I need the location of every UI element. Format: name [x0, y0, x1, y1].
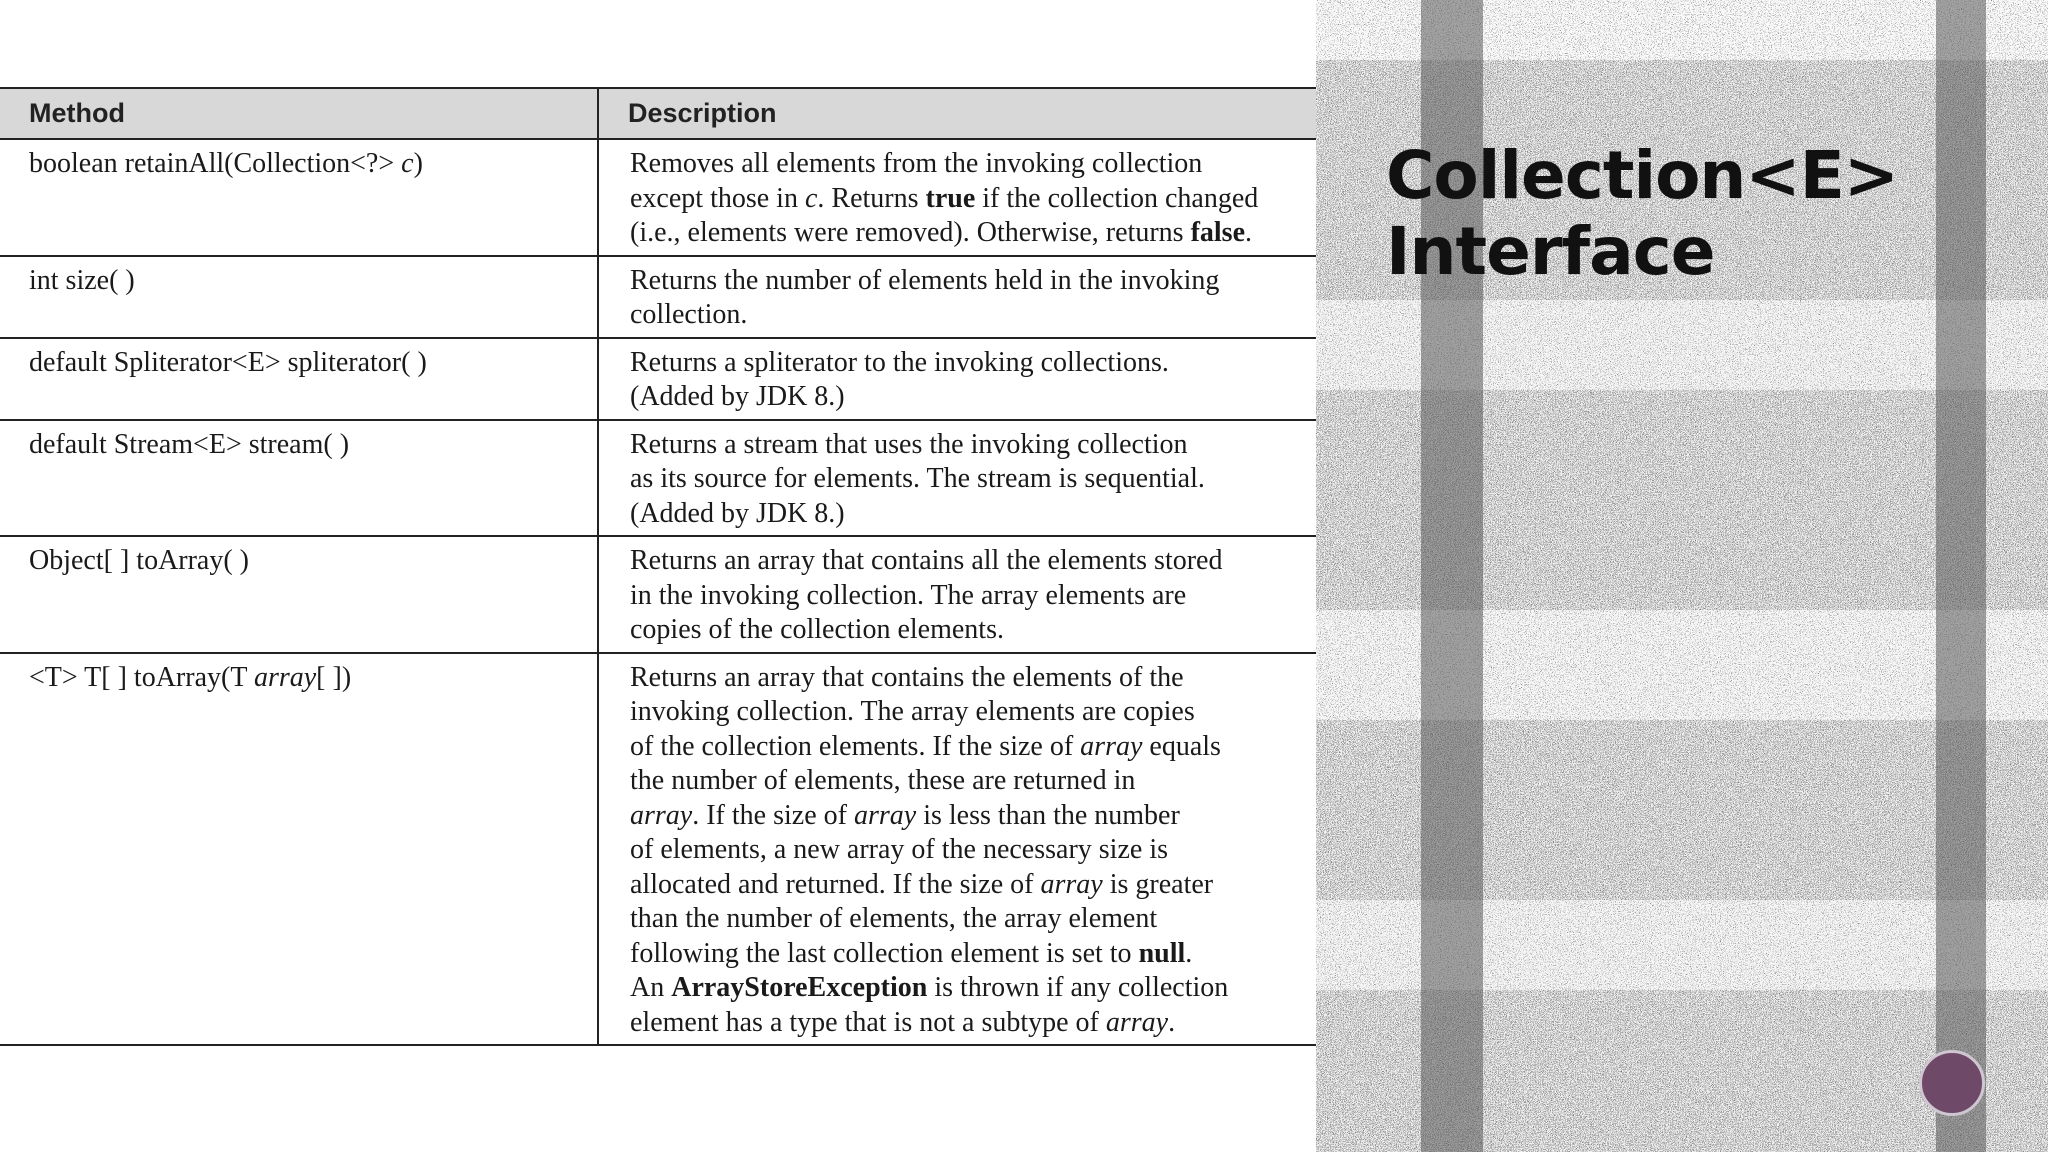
description-line [630, 497, 1322, 532]
method-signature [0, 338, 598, 420]
method-signature [0, 653, 598, 1046]
description-text: Returns an array that contains all the elements stored [630, 545, 1223, 576]
description-text: Returns an array that contains the elements of the [630, 661, 1184, 693]
description-line [630, 799, 1322, 834]
description-line [630, 902, 1322, 937]
description-text: is thrown if any collection [927, 972, 1229, 1003]
table-row [0, 256, 1341, 338]
method-text: default Spliterator<E> spliterator( ) [29, 346, 427, 378]
method-text: default Stream<E> stream( ) [29, 428, 350, 460]
method-description [598, 653, 1341, 1046]
description-line [630, 544, 1322, 579]
description-text: . [1168, 1006, 1176, 1038]
description-line [630, 428, 1322, 463]
method-description [598, 338, 1341, 420]
description-line [630, 730, 1322, 765]
description-text: Returns a stream that uses the invoking collection [630, 428, 1188, 460]
table-row [0, 139, 1341, 256]
description-text: ArrayStoreException [671, 972, 928, 1003]
description-text: than the number of elements, the array element [630, 903, 1158, 934]
method-text: c [401, 148, 414, 179]
description-line [630, 661, 1322, 696]
description-text: false [1190, 217, 1245, 248]
method-signature [0, 139, 598, 256]
description-text: null [1138, 937, 1186, 969]
method-text: Object[ ] toArray( ) [29, 545, 250, 576]
table-row [0, 338, 1341, 420]
method-text: array [253, 661, 317, 693]
description-text: following the last collection element is set to [630, 937, 1139, 969]
description-text: copies of the collection elements. [630, 614, 1004, 645]
description-text: array [630, 799, 693, 831]
slide-nav-button[interactable] [1919, 1050, 1985, 1116]
description-line [630, 971, 1322, 1006]
table-header-row [0, 88, 1341, 139]
description-text: is greater [1102, 868, 1214, 900]
description-line [630, 346, 1322, 381]
method-description [598, 536, 1341, 653]
description-line [630, 1006, 1322, 1041]
description-text: array [853, 799, 917, 831]
description-line [630, 579, 1322, 614]
description-text: as its source for elements. The stream is sequential. [630, 463, 1205, 494]
method-text: int size( ) [29, 264, 135, 296]
method-text: <T> T[ ] toArray(T [29, 661, 254, 693]
description-text: array [1105, 1006, 1169, 1038]
description-text: the number of elements, these are returned in [630, 765, 1136, 796]
description-line [630, 833, 1322, 868]
description-text: (i.e., elements were removed). Otherwise, returns [630, 217, 1191, 248]
method-text: [ ]) [316, 661, 352, 693]
method-signature [0, 420, 598, 537]
method-text: boolean retainAll(Collection<?> [29, 148, 402, 179]
description-text: . Returns [817, 182, 926, 214]
description-text: (Added by JDK 8.) [630, 381, 845, 412]
description-text: collection. [630, 299, 748, 330]
description-text: . [1185, 937, 1193, 969]
description-text: array [1080, 730, 1143, 762]
method-description [598, 139, 1341, 256]
description-text: except those in [630, 182, 805, 214]
description-text: true [925, 182, 976, 214]
description-text: Returns a spliterator to the invoking collections. [630, 346, 1169, 378]
description-text: element has a type that is not a subtype of [630, 1006, 1106, 1038]
description-line [630, 613, 1322, 648]
description-text: in the invoking collection. The array elements are [630, 579, 1187, 611]
slide-title-line-2: Interface [1386, 213, 1715, 290]
description-column-header: Description [598, 88, 1341, 139]
description-line [630, 298, 1322, 333]
description-text: is less than the number [916, 799, 1180, 831]
description-text: c [804, 182, 818, 214]
description-text: (Added by JDK 8.) [630, 497, 845, 529]
method-signature [0, 536, 598, 653]
description-line [630, 462, 1322, 497]
method-table [0, 87, 1342, 1046]
description-line [630, 380, 1322, 415]
table-row [0, 653, 1341, 1046]
description-text: allocated and returned. If the size of [630, 868, 1041, 900]
description-line [630, 147, 1322, 182]
method-description [598, 256, 1341, 338]
description-text: An [630, 972, 672, 1003]
description-line [630, 216, 1322, 251]
slide-title-line-1: Collection<E> [1386, 137, 1899, 214]
table-row [0, 420, 1341, 537]
description-line [630, 937, 1322, 972]
method-text: ) [413, 148, 423, 179]
method-description [598, 420, 1341, 537]
textured-side-panel [1316, 0, 2048, 1152]
description-text: array [1040, 868, 1103, 900]
method-signature [0, 256, 598, 338]
description-text: Removes all elements from the invoking collection [630, 148, 1203, 179]
description-text: if the collection changed [975, 182, 1259, 214]
description-text: invoking collection. The array elements are copies [630, 696, 1195, 727]
description-line [630, 868, 1322, 903]
table-row [0, 536, 1341, 653]
description-line [630, 695, 1322, 730]
description-text: . If the size of [692, 799, 854, 831]
slide-title [1386, 138, 1898, 290]
description-line [630, 182, 1322, 217]
description-line [630, 264, 1322, 299]
description-text: equals [1142, 730, 1221, 762]
description-text: of elements, a new array of the necessary size is [630, 834, 1168, 865]
description-line [630, 764, 1322, 799]
method-column-header: Method [0, 88, 598, 139]
description-text: of the collection elements. If the size of [630, 730, 1081, 762]
description-text: Returns the number of elements held in the invoking [630, 264, 1220, 296]
description-text: . [1245, 217, 1252, 248]
